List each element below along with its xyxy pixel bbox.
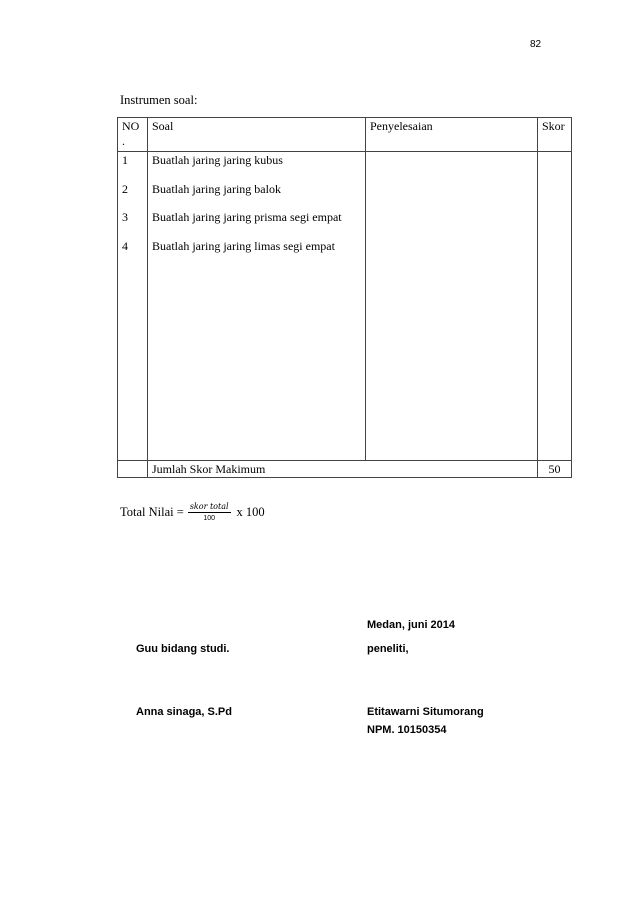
formula-denominator: 100 <box>203 515 216 522</box>
place-date: Medan, juni 2014 <box>367 619 456 631</box>
table-footer-row <box>118 461 572 478</box>
question-text: Buatlah jaring jaring prisma segi empat <box>152 210 342 224</box>
section-heading: Instrumen soal: <box>120 93 198 107</box>
question-text: Buatlah jaring jaring balok <box>152 181 281 196</box>
header-penyelesaian: Penyelesaian <box>366 118 538 152</box>
item-number: 2 <box>122 181 128 196</box>
right-signer-title: peneliti, <box>367 643 409 655</box>
right-signer-name: Etitawarni Situmorang <box>367 706 484 718</box>
footer-empty-cell <box>118 461 148 478</box>
total-score-formula <box>120 502 265 522</box>
question-text: Buatlah jaring jaring limas segi empat <box>152 238 335 253</box>
header-skor: Skor <box>538 118 572 152</box>
item-number: 3 <box>122 210 128 224</box>
left-signer-title: Guu bidang studi. <box>136 643 230 655</box>
header-soal: Soal <box>148 118 366 152</box>
formula-numerator: skor total <box>189 502 229 511</box>
number-cell <box>118 152 148 461</box>
left-signer-name: Anna sinaga, S.Pd <box>136 706 232 718</box>
right-signer-npm: NPM. 10150354 <box>367 724 447 736</box>
answer-cell <box>366 152 538 461</box>
formula-prefix: Total Nilai = <box>120 504 184 519</box>
score-cell <box>538 152 572 461</box>
formula-suffix: x 100 <box>236 504 265 519</box>
footer-label: Jumlah Skor Makimum <box>148 461 538 478</box>
page-number: 82 <box>530 39 542 50</box>
item-number: 1 <box>122 153 128 167</box>
item-number: 4 <box>122 238 128 253</box>
header-no: NO . <box>118 118 148 152</box>
question-cell <box>148 152 366 461</box>
question-table <box>117 117 572 478</box>
table-header-row <box>118 118 572 152</box>
formula-fraction <box>188 502 231 522</box>
question-text: Buatlah jaring jaring kubus <box>152 153 283 167</box>
table-body-row <box>118 152 572 461</box>
footer-value: 50 <box>538 461 572 478</box>
